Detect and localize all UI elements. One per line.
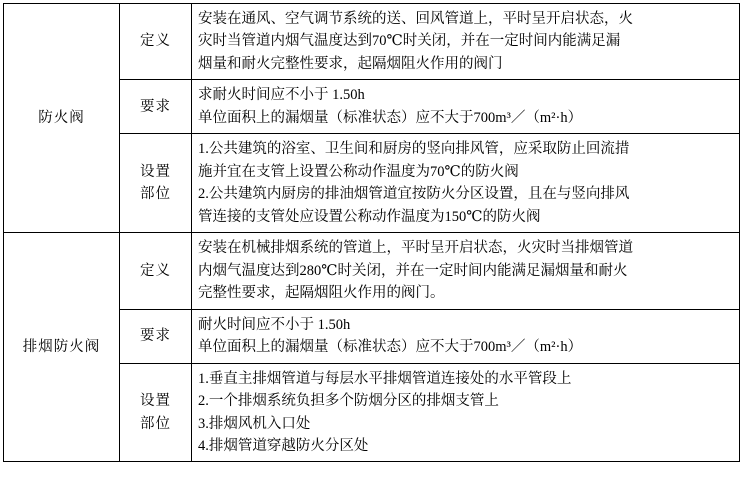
row-content-cell <box>192 4 740 80</box>
content-line: 单位面积上的漏烟量（标准状态）应不大于700m³／（m²·h） <box>198 339 583 356</box>
content-line: 安装在通风、空气调节系统的送、回风管道上，平时呈开启状态，火 <box>198 11 633 27</box>
content-line: 烟量和耐火完整性要求，起隔烟阻火作用的阀门 <box>198 55 503 72</box>
document-page <box>0 3 742 497</box>
row-attribute-label-line: 部位 <box>140 186 171 203</box>
row-attribute-label-line: 设置 <box>140 163 171 180</box>
content-line: 4.排烟管道穿越防火分区处 <box>198 437 369 454</box>
content-line: 1.公共建筑的浴室、卫生间和厨房的竖向排风管，应采取防止回流措 <box>198 141 630 158</box>
table-row <box>4 4 740 80</box>
content-line: 2.公共建筑内厨房的排油烟管道宜按防火分区设置，且在与竖向排风 <box>198 186 630 203</box>
row-attribute-label <box>120 363 192 462</box>
content-line: 内烟气温度达到280℃时关闭，并在一定时间内能满足漏烟量和耐火 <box>198 262 628 279</box>
row-header-component: 排烟防火阀 <box>4 233 120 462</box>
row-content-cell <box>192 80 740 134</box>
content-line: 求耐火时间应不小于 1.50h <box>198 87 365 104</box>
row-content-cell <box>192 363 740 462</box>
row-attribute-label <box>120 134 192 233</box>
content-line: 完整性要求，起隔烟阻火作用的阀门。 <box>198 285 445 302</box>
fire-damper-spec-table <box>3 3 740 462</box>
content-line: 1.垂直主排烟管道与每层水平排烟管道连接处的水平管段上 <box>198 370 572 387</box>
row-content-cell <box>192 233 740 309</box>
content-line: 单位面积上的漏烟量（标准状态）应不大于700m³／（m²·h） <box>198 109 583 126</box>
row-attribute-label: 要求 <box>120 309 192 363</box>
row-attribute-label-line: 设置 <box>140 393 171 410</box>
content-line: 3.排烟风机入口处 <box>198 415 311 432</box>
table-row <box>4 233 740 309</box>
content-line: 耐火时间应不小于 1.50h <box>198 316 351 333</box>
row-attribute-label-line: 部位 <box>140 415 171 432</box>
content-line: 管连接的支管处应设置公称动作温度为150℃的防火阀 <box>198 208 541 225</box>
content-line: 2.一个排烟系统负担多个防烟分区的排烟支管上 <box>198 393 499 410</box>
row-attribute-label: 定义 <box>120 4 192 80</box>
row-attribute-label: 定义 <box>120 233 192 309</box>
content-line: 灾时当管道内烟气温度达到70℃时关闭，并在一定时间内能满足漏 <box>198 33 621 50</box>
content-line: 施并宜在支管上设置公称动作温度为70℃的防火阀 <box>198 163 519 180</box>
row-content-cell <box>192 134 740 233</box>
content-line: 安装在机械排烟系统的管道上，平时呈开启状态，火灾时当排烟管道 <box>198 240 633 257</box>
row-header-component: 防火阀 <box>4 4 120 233</box>
row-attribute-label: 要求 <box>120 80 192 134</box>
row-content-cell <box>192 309 740 363</box>
